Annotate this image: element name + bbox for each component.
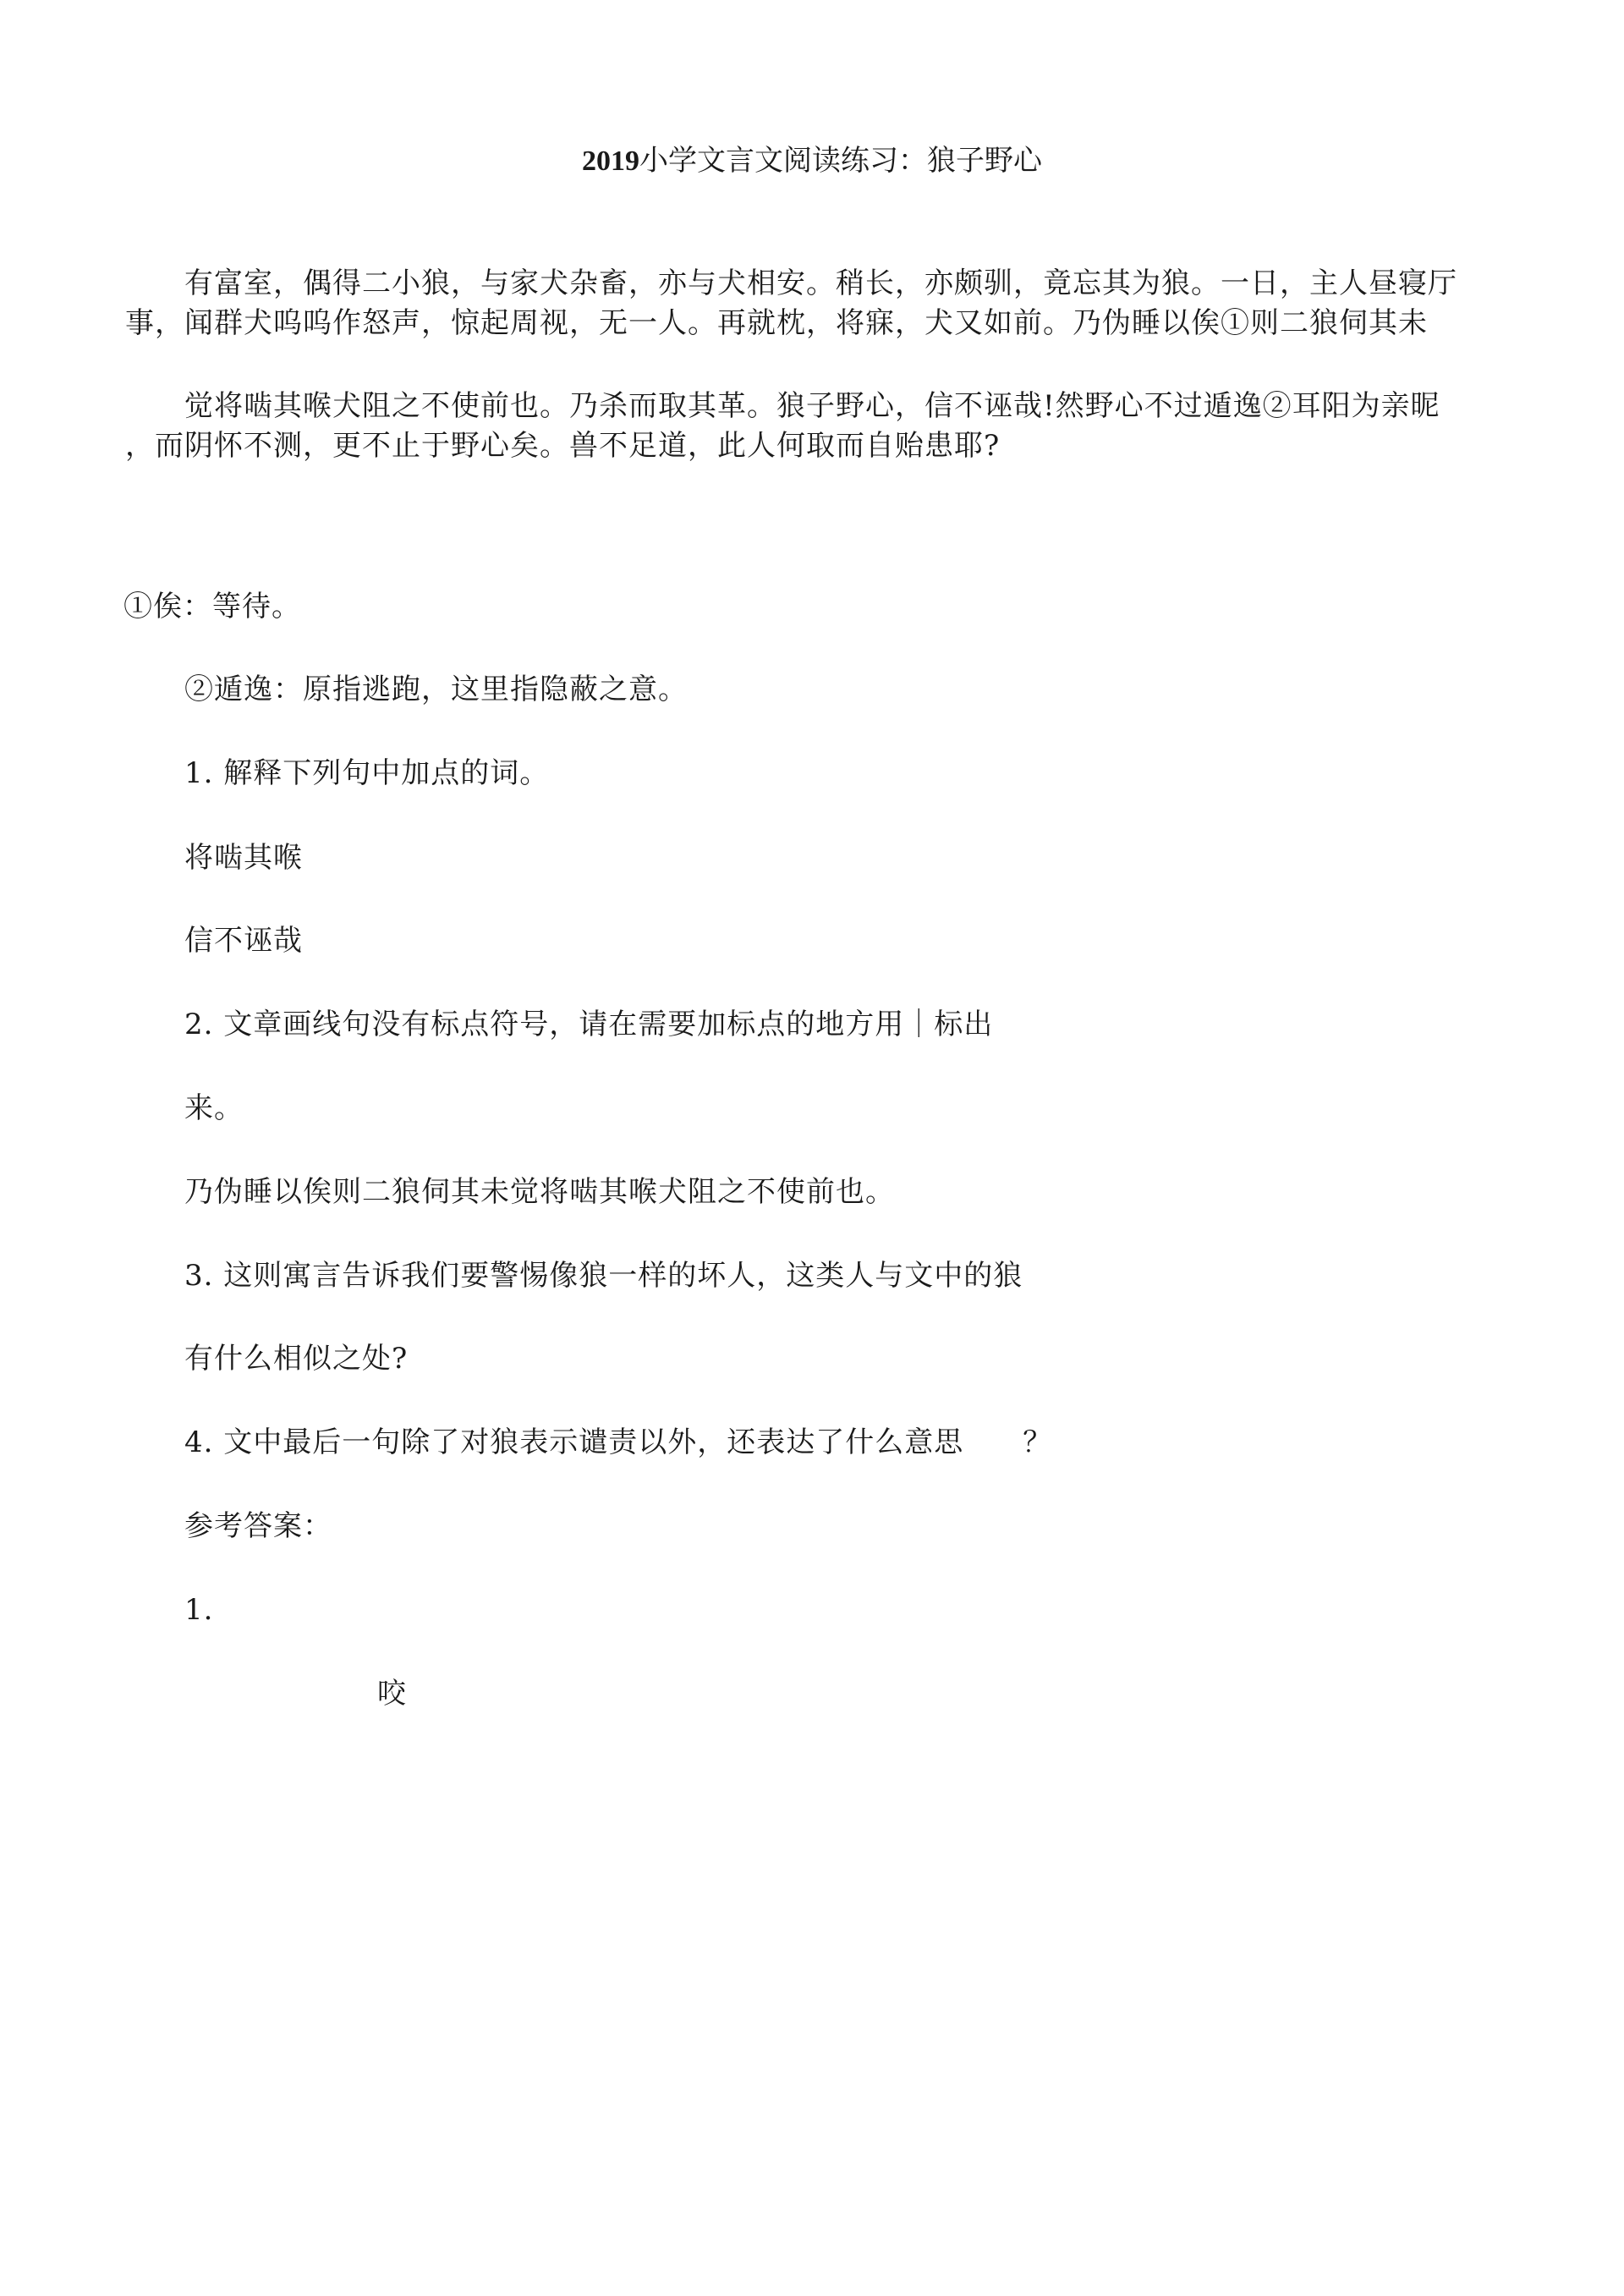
passage-line-3: 觉将啮其喉犬阻之不使前也。乃杀而取其革。狼子野心，信不诬哉!然野心不过遁逸②耳阳为亲昵 xyxy=(184,389,1440,423)
question-1-phrase-a: 将啮其喉 xyxy=(184,841,303,875)
question-2-continued: 来。 xyxy=(184,1091,244,1125)
document-title xyxy=(0,142,1624,180)
note-1: ①俟：等待。 xyxy=(123,590,301,623)
note-2: ②遁逸：原指逃跑，这里指隐蔽之意。 xyxy=(184,673,688,706)
title-year: 2019 xyxy=(582,146,639,177)
question-3: 3. 这则寓言告诉我们要警惕像狼一样的坏人，这类人与文中的狼 xyxy=(184,1259,1023,1293)
passage-line-2: 事，闻群犬呜呜作怒声，惊起周视，无一人。再就枕，将寐，犬又如前。乃伪睡以俟①则二狼伺其未 xyxy=(125,306,1428,340)
question-1-phrase-b: 信不诬哉 xyxy=(184,924,303,958)
passage-line-1: 有富室，偶得二小狼，与家犬杂畜，亦与犬相安。稍长，亦颇驯，竟忘其为狼。一日，主人昼寝厅 xyxy=(184,266,1457,300)
passage-line-4: ，而阴怀不测，更不止于野心矣。兽不足道，此人何取而自贻患耶? xyxy=(125,429,1001,463)
answer-1-number: 1. xyxy=(184,1593,214,1627)
answers-heading: 参考答案： xyxy=(184,1509,332,1543)
question-2-sentence: 乃伪睡以俟则二狼伺其未觉将啮其喉犬阻之不使前也。 xyxy=(184,1175,895,1209)
question-3-continued: 有什么相似之处? xyxy=(184,1342,409,1376)
answer-1-word: 咬 xyxy=(377,1677,407,1711)
question-2: 2. 文章画线句没有标点符号，请在需要加标点的地方用｜标出 xyxy=(184,1008,994,1041)
question-4: 4. 文中最后一句除了对狼表示谴责以外，还表达了什么意思 ？ xyxy=(184,1425,1053,1459)
title-text: 小学文言文阅读练习：狼子野心 xyxy=(639,144,1042,178)
question-1: 1. 解释下列句中加点的词。 xyxy=(184,756,550,790)
